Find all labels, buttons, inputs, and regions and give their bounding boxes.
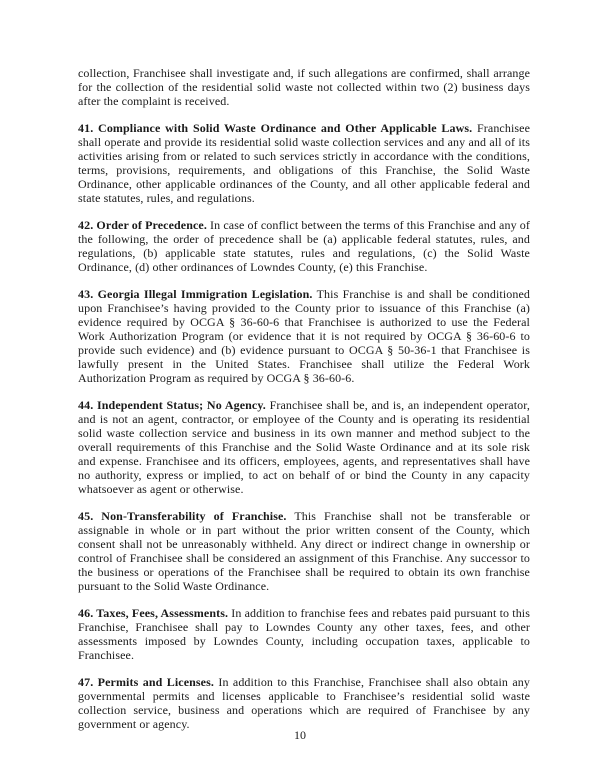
- section-body-47: In addition to this Franchise, Franchisee shall also obtain any governmental permits and licenses applicable to Franchisee’s residential solid waste collection service, business and operations which are required of Franchisee by any government or agency.: [78, 675, 530, 731]
- document-body: [78, 66, 530, 744]
- section-body-44: Franchisee shall be, and is, an independent operator, and is not an agent, contractor, or employee of the County and is operating its residential solid waste collection service and business in its own manner and method subject to the overall requirements of this Franchise and the Solid Waste Ordinance and at its sole risk and expense. Franchisee and its officers, employees, agents, and representatives shall have no authority, express or implied, to act on behalf of or bind the County in any capacity whatsoever as agent or otherwise.: [78, 398, 530, 496]
- section-body-42: In case of conflict between the terms of this Franchise and any of the following, the order of precedence shall be (a) applicable federal statutes, rules, and regulations, (b) applicable state statutes, rules and regulations, (c) the Solid Waste Ordinance, (d) other ordinances of Lowndes County, (e) this Franchise.: [78, 218, 530, 274]
- section-heading-43: 43. Georgia Illegal Immigration Legislation.: [78, 287, 313, 301]
- section-heading-41: 41. Compliance with Solid Waste Ordinance and Other Applicable Laws.: [78, 121, 473, 135]
- section-heading-45: 45. Non-Transferability of Franchise.: [78, 509, 287, 523]
- section-paragraph-44: [78, 398, 530, 496]
- section-paragraph-46: [78, 606, 530, 662]
- continuation-text: collection, Franchisee shall investigate and, if such allegations are confirmed, shall arrange for the collection of the residential solid waste not collected within two (2) business days after the complaint is received.: [78, 66, 530, 108]
- section-heading-46: 46. Taxes, Fees, Assessments.: [78, 606, 229, 620]
- section-body-46: In addition to franchise fees and rebates paid pursuant to this Franchise, Franchisee shall pay to Lowndes County any other taxes, fees, and other assessments imposed by Lowndes County, including occupation taxes, applicable to Franchisee.: [78, 606, 530, 662]
- section-heading-42: 42. Order of Precedence.: [78, 218, 207, 232]
- section-paragraph-41: [78, 121, 530, 205]
- continuation-paragraph: [78, 66, 530, 108]
- section-heading-44: 44. Independent Status; No Agency.: [78, 398, 266, 412]
- section-body-43: This Franchise is and shall be conditioned upon Franchisee’s having provided to the County prior to issuance of this Franchise (a) evidence required by OCGA § 36-60-6 that Franchisee is authorized to use the Federal Work Authorization Program (or evidence that it is not required by OCGA § 36-60-6 to provide such evidence) and (b) evidence pursuant to OCGA § 50-36-1 that Franchisee is lawfully present in the United States. Franchisee shall utilize the Federal Work Authorization Program as required by OCGA § 36-60-6.: [78, 287, 530, 385]
- section-body-45: This Franchise shall not be transferable or assignable in whole or in part without the prior written consent of the County, which consent shall not be unreasonably withheld. Any direct or indirect change in ownership or control of Franchisee shall be considered an assignment of this Franchise. Any successor to the business or operations of the Franchisee shall be required to obtain its own franchise pursuant to the Solid Waste Ordinance.: [78, 509, 530, 593]
- section-heading-47: 47. Permits and Licenses.: [78, 675, 214, 689]
- section-paragraph-47: [78, 675, 530, 731]
- section-paragraph-45: [78, 509, 530, 593]
- section-body-41: Franchisee shall operate and provide its residential solid waste collection services and any and all of its activities arising from or related to such services strictly in accordance with the conditions, terms, provisions, requirements, and obligations of this Franchise, the Solid Waste Ordinance, other applicable ordinances of the County, and all other applicable federal and state statutes, rules, and regulations.: [78, 121, 531, 205]
- page-number: 10: [294, 728, 306, 742]
- section-paragraph-43: [78, 287, 530, 385]
- section-paragraph-42: [78, 218, 530, 274]
